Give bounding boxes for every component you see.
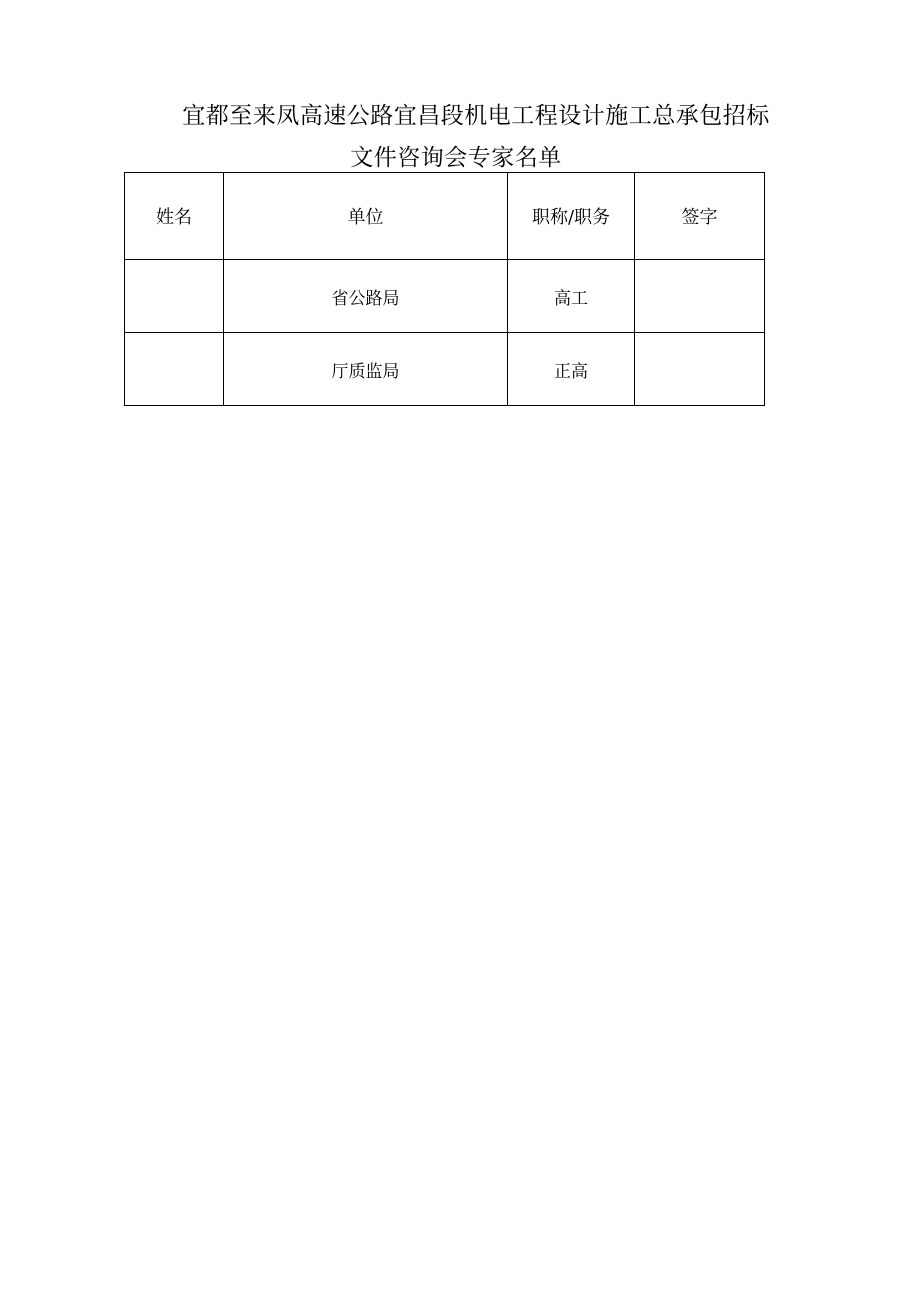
document-title-line-1: 宜都至来凤高速公路宜昌段机电工程设计施工总承包招标 bbox=[182, 103, 770, 129]
header-title: 职称/职务 bbox=[508, 173, 635, 260]
cell-title: 高工 bbox=[508, 260, 635, 333]
table-row bbox=[125, 333, 765, 406]
document-title-line-2: 文件咨询会专家名单 bbox=[350, 145, 562, 171]
cell-name bbox=[125, 333, 224, 406]
cell-signature bbox=[635, 333, 765, 406]
table-row bbox=[125, 260, 765, 333]
table-header-row bbox=[125, 173, 765, 260]
cell-name bbox=[125, 260, 224, 333]
cell-title: 正高 bbox=[508, 333, 635, 406]
cell-unit: 厅质监局 bbox=[224, 333, 508, 406]
cell-signature bbox=[635, 260, 765, 333]
expert-list-table bbox=[124, 172, 765, 406]
header-unit: 单位 bbox=[224, 173, 508, 260]
cell-unit: 省公路局 bbox=[224, 260, 508, 333]
header-name: 姓名 bbox=[125, 173, 224, 260]
header-signature: 签字 bbox=[635, 173, 765, 260]
